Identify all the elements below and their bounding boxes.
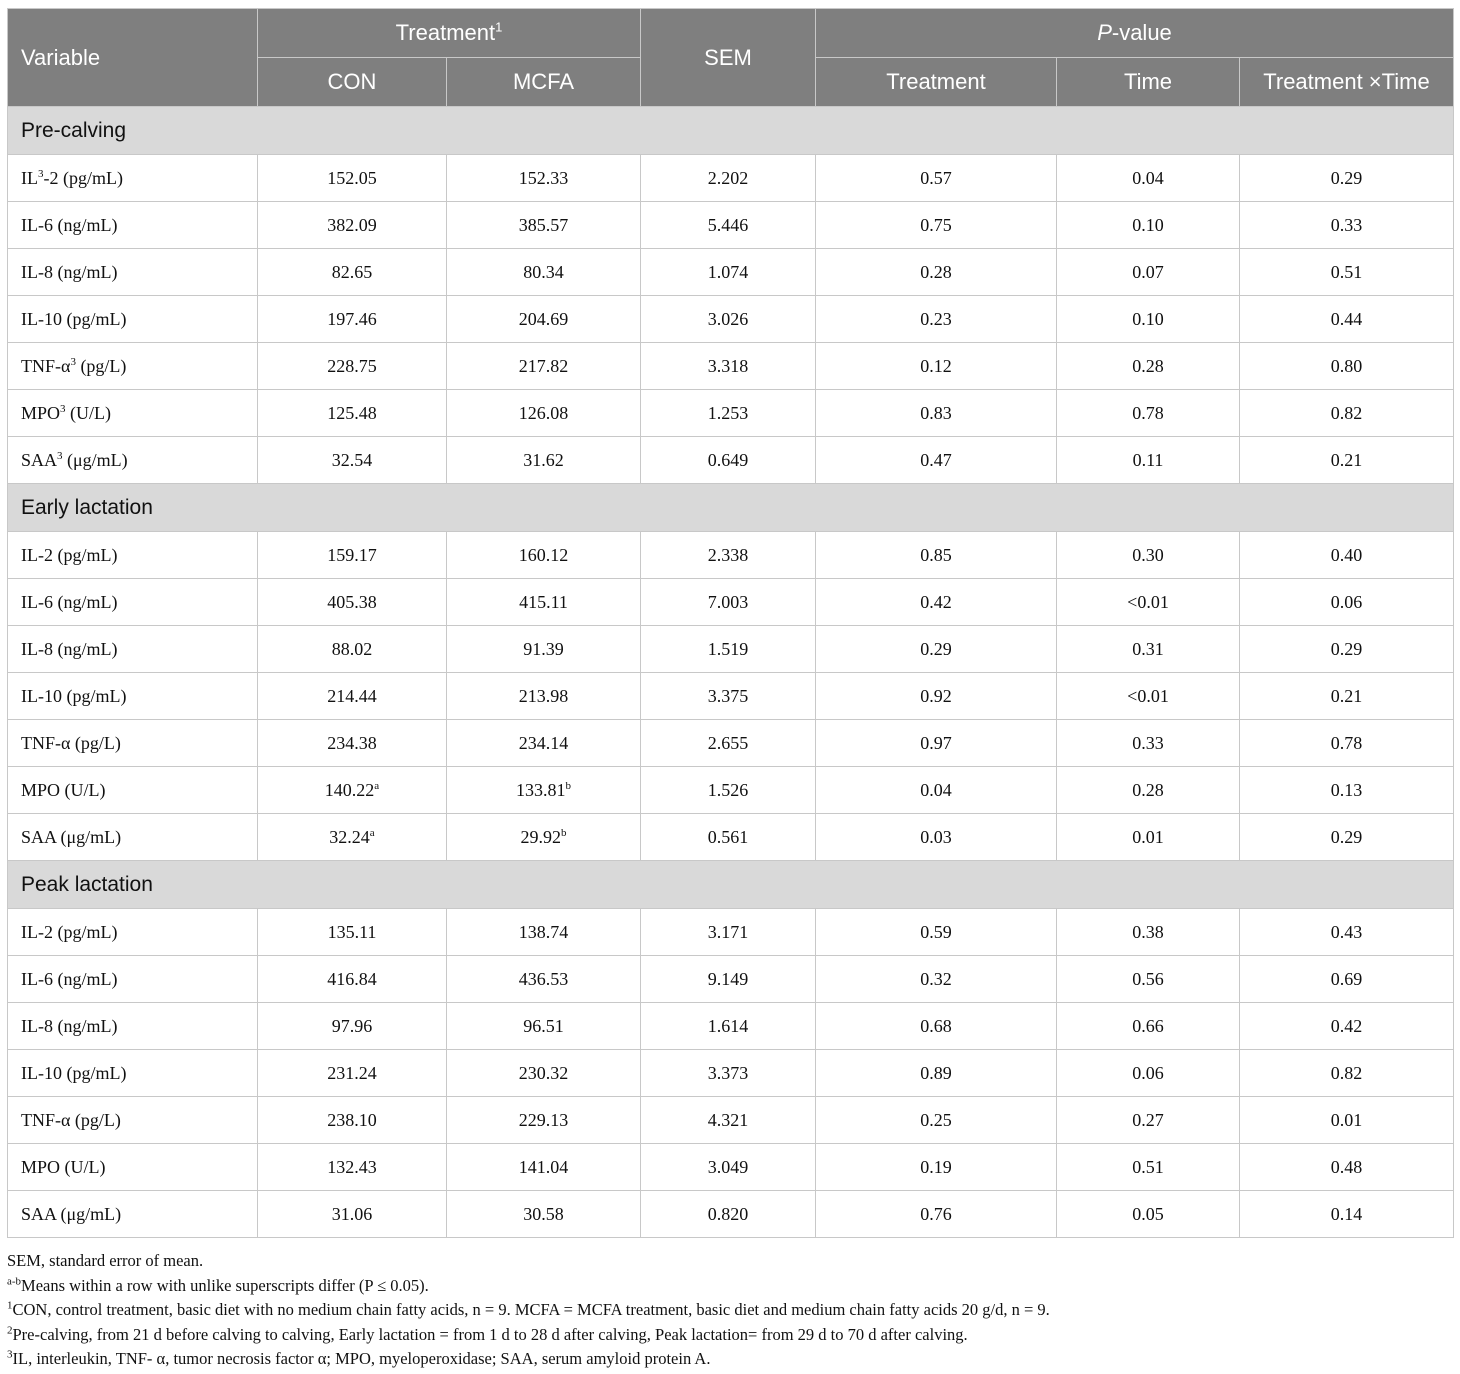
mcfa-cell bbox=[447, 956, 641, 1003]
con-cell bbox=[258, 202, 447, 249]
con-cell-value: 214.44 bbox=[327, 685, 377, 706]
variable-cell bbox=[8, 814, 258, 861]
variable-name: IL-6 (ng/mL) bbox=[21, 591, 118, 612]
variable-name: TNF-α (pg/L) bbox=[21, 732, 121, 753]
section-title: Early lactation bbox=[8, 484, 1454, 532]
p-time-cell: <0.01 bbox=[1057, 579, 1240, 626]
con-cell bbox=[258, 956, 447, 1003]
p-treatment-cell: 0.03 bbox=[816, 814, 1057, 861]
mcfa-cell-value: 126.08 bbox=[518, 402, 569, 423]
p-time-cell: 0.28 bbox=[1057, 767, 1240, 814]
con-cell bbox=[258, 1003, 447, 1050]
p-treatment-cell: 0.04 bbox=[816, 767, 1057, 814]
variable-cell bbox=[8, 720, 258, 767]
header-pvalue-italic: P bbox=[1097, 20, 1112, 45]
mcfa-cell bbox=[447, 1097, 641, 1144]
variable-sup: 3 bbox=[38, 167, 44, 180]
con-cell-value: 135.11 bbox=[327, 921, 377, 942]
p-time-cell: 0.04 bbox=[1057, 155, 1240, 202]
mcfa-cell bbox=[447, 579, 641, 626]
header-sem: SEM bbox=[641, 9, 816, 107]
variable-name: IL-6 (ng/mL) bbox=[21, 214, 118, 235]
sem-cell: 1.526 bbox=[641, 767, 816, 814]
con-cell bbox=[258, 626, 447, 673]
p-time-cell: 0.11 bbox=[1057, 437, 1240, 484]
variable-cell bbox=[8, 1191, 258, 1238]
sem-cell: 1.253 bbox=[641, 390, 816, 437]
p-time-cell: 0.66 bbox=[1057, 1003, 1240, 1050]
header-con: CON bbox=[258, 58, 447, 107]
sem-cell: 3.026 bbox=[641, 296, 816, 343]
con-cell-value: 405.38 bbox=[327, 591, 377, 612]
p-interaction-cell: 0.43 bbox=[1240, 909, 1454, 956]
con-cell-value: 159.17 bbox=[327, 544, 377, 565]
variable-sup: 3 bbox=[70, 355, 76, 368]
variable-cell bbox=[8, 626, 258, 673]
section-row bbox=[8, 107, 1454, 155]
table-row bbox=[8, 814, 1454, 861]
variable-cell bbox=[8, 579, 258, 626]
variable-name: TNF-α (pg/L) bbox=[21, 1109, 121, 1130]
mcfa-cell bbox=[447, 532, 641, 579]
sem-cell: 2.338 bbox=[641, 532, 816, 579]
variable-name: SAA (μg/mL) bbox=[21, 1203, 122, 1224]
p-time-cell: 0.28 bbox=[1057, 343, 1240, 390]
variable-name: IL-6 (ng/mL) bbox=[21, 968, 118, 989]
con-cell-value: 238.10 bbox=[327, 1109, 377, 1130]
p-time-cell: 0.10 bbox=[1057, 202, 1240, 249]
p-treatment-cell: 0.29 bbox=[816, 626, 1057, 673]
mcfa-cell bbox=[447, 155, 641, 202]
con-cell-value: 32.54 bbox=[331, 449, 373, 470]
p-treatment-cell: 0.12 bbox=[816, 343, 1057, 390]
p-interaction-cell: 0.21 bbox=[1240, 437, 1454, 484]
table-row bbox=[8, 155, 1454, 202]
variable-unit: (pg/L) bbox=[75, 355, 127, 376]
p-interaction-cell: 0.14 bbox=[1240, 1191, 1454, 1238]
footnote bbox=[7, 1249, 1453, 1274]
table-row bbox=[8, 1144, 1454, 1191]
variable-cell bbox=[8, 343, 258, 390]
p-interaction-cell: 0.44 bbox=[1240, 296, 1454, 343]
variable-unit: -2 (pg/mL) bbox=[43, 167, 123, 188]
table-row bbox=[8, 1097, 1454, 1144]
variable-cell bbox=[8, 296, 258, 343]
p-interaction-cell: 0.21 bbox=[1240, 673, 1454, 720]
sem-cell: 9.149 bbox=[641, 956, 816, 1003]
con-cell-value: 228.75 bbox=[327, 355, 377, 376]
sem-cell: 2.202 bbox=[641, 155, 816, 202]
mcfa-cell bbox=[447, 673, 641, 720]
con-cell bbox=[258, 532, 447, 579]
p-interaction-cell: 0.48 bbox=[1240, 1144, 1454, 1191]
variable-name: MPO bbox=[21, 402, 61, 423]
con-cell-value: 32.24 bbox=[329, 826, 370, 847]
p-treatment-cell: 0.68 bbox=[816, 1003, 1057, 1050]
section-row bbox=[8, 484, 1454, 532]
mcfa-cell-value: 204.69 bbox=[518, 308, 569, 329]
sem-cell: 3.318 bbox=[641, 343, 816, 390]
table-row bbox=[8, 296, 1454, 343]
con-cell bbox=[258, 1050, 447, 1097]
p-time-cell: 0.07 bbox=[1057, 249, 1240, 296]
variable-cell bbox=[8, 1003, 258, 1050]
variable-sup: 3 bbox=[57, 449, 63, 462]
sem-cell: 3.049 bbox=[641, 1144, 816, 1191]
sem-cell: 1.074 bbox=[641, 249, 816, 296]
p-time-cell: 0.06 bbox=[1057, 1050, 1240, 1097]
p-time-cell: <0.01 bbox=[1057, 673, 1240, 720]
mcfa-cell bbox=[447, 767, 641, 814]
mcfa-cell bbox=[447, 296, 641, 343]
p-time-cell: 0.38 bbox=[1057, 909, 1240, 956]
table-row bbox=[8, 1191, 1454, 1238]
variable-unit: (U/L) bbox=[65, 402, 111, 423]
con-cell bbox=[258, 720, 447, 767]
con-cell bbox=[258, 296, 447, 343]
p-interaction-cell: 0.69 bbox=[1240, 956, 1454, 1003]
table-row bbox=[8, 202, 1454, 249]
mcfa-cell bbox=[447, 1144, 641, 1191]
mcfa-cell-value: 141.04 bbox=[518, 1156, 569, 1177]
p-treatment-cell: 0.32 bbox=[816, 956, 1057, 1003]
header-treatment bbox=[258, 9, 641, 58]
sem-cell: 1.519 bbox=[641, 626, 816, 673]
table-row bbox=[8, 437, 1454, 484]
footnote-marker: 1 bbox=[7, 1299, 13, 1312]
variable-name: MPO (U/L) bbox=[21, 779, 106, 800]
p-treatment-cell: 0.97 bbox=[816, 720, 1057, 767]
p-treatment-cell: 0.89 bbox=[816, 1050, 1057, 1097]
p-interaction-cell: 0.29 bbox=[1240, 814, 1454, 861]
con-cell-value: 152.05 bbox=[327, 167, 377, 188]
header-p-treatment: Treatment bbox=[816, 58, 1057, 107]
mcfa-cell-value: 217.82 bbox=[518, 355, 569, 376]
p-time-cell: 0.78 bbox=[1057, 390, 1240, 437]
con-cell-value: 88.02 bbox=[331, 638, 373, 659]
variable-cell bbox=[8, 437, 258, 484]
footnote-text: Means within a row with unlike superscripts differ (P ≤ 0.05). bbox=[21, 1275, 429, 1295]
header-pvalue bbox=[816, 9, 1454, 58]
table-row bbox=[8, 390, 1454, 437]
table-row bbox=[8, 579, 1454, 626]
table-row bbox=[8, 673, 1454, 720]
p-interaction-cell: 0.82 bbox=[1240, 1050, 1454, 1097]
p-interaction-cell: 0.82 bbox=[1240, 390, 1454, 437]
mcfa-cell-sup: b bbox=[565, 779, 571, 792]
mcfa-cell bbox=[447, 626, 641, 673]
variable-sup: 3 bbox=[60, 402, 66, 415]
p-treatment-cell: 0.85 bbox=[816, 532, 1057, 579]
variable-cell bbox=[8, 532, 258, 579]
mcfa-cell-value: 230.32 bbox=[518, 1062, 569, 1083]
variable-name: IL-8 (ng/mL) bbox=[21, 638, 118, 659]
con-cell-value: 31.06 bbox=[331, 1203, 373, 1224]
section-title: Peak lactation bbox=[8, 861, 1454, 909]
footnote-text: CON, control treatment, basic diet with no medium chain fatty acids, n = 9. MCFA = MCFA treatment, basic diet and medium chain fatty acids 20 g/d, n = 9. bbox=[12, 1300, 1050, 1319]
mcfa-cell-value: 138.74 bbox=[518, 921, 569, 942]
p-interaction-cell: 0.42 bbox=[1240, 1003, 1454, 1050]
con-cell-value: 140.22 bbox=[324, 779, 375, 800]
mcfa-cell-value: 160.12 bbox=[518, 544, 569, 565]
footnote-text: IL, interleukin, TNF- α, tumor necrosis factor α; MPO, myeloperoxidase; SAA, serum amyloid protein A. bbox=[12, 1349, 711, 1368]
p-treatment-cell: 0.59 bbox=[816, 909, 1057, 956]
mcfa-cell bbox=[447, 390, 641, 437]
section-row bbox=[8, 861, 1454, 909]
con-cell bbox=[258, 579, 447, 626]
mcfa-cell-value: 96.51 bbox=[523, 1015, 564, 1036]
p-treatment-cell: 0.47 bbox=[816, 437, 1057, 484]
p-treatment-cell: 0.23 bbox=[816, 296, 1057, 343]
con-cell-value: 97.96 bbox=[331, 1015, 373, 1036]
header-row-top bbox=[8, 9, 1454, 58]
sem-cell: 2.655 bbox=[641, 720, 816, 767]
variable-name: IL-10 (pg/mL) bbox=[21, 1062, 127, 1083]
variable-name: IL-8 (ng/mL) bbox=[21, 261, 118, 282]
footnote bbox=[7, 1274, 1453, 1299]
mcfa-cell bbox=[447, 202, 641, 249]
variable-cell bbox=[8, 673, 258, 720]
header-variable: Variable bbox=[8, 9, 258, 107]
variable-cell bbox=[8, 956, 258, 1003]
p-time-cell: 0.10 bbox=[1057, 296, 1240, 343]
mcfa-cell-value: 234.14 bbox=[518, 732, 569, 753]
variable-cell bbox=[8, 1144, 258, 1191]
header-mcfa: MCFA bbox=[447, 58, 641, 107]
sem-cell: 5.446 bbox=[641, 202, 816, 249]
variable-name: IL-10 (pg/mL) bbox=[21, 308, 127, 329]
table-row bbox=[8, 1003, 1454, 1050]
con-cell-value: 382.09 bbox=[327, 214, 377, 235]
mcfa-cell bbox=[447, 1050, 641, 1097]
footnote bbox=[7, 1298, 1453, 1323]
variable-name: IL-2 (pg/mL) bbox=[21, 544, 118, 565]
variable-name: SAA bbox=[21, 449, 58, 470]
p-interaction-cell: 0.06 bbox=[1240, 579, 1454, 626]
mcfa-cell bbox=[447, 437, 641, 484]
variable-cell bbox=[8, 249, 258, 296]
header-p-time: Time bbox=[1057, 58, 1240, 107]
table-row bbox=[8, 343, 1454, 390]
p-treatment-cell: 0.19 bbox=[816, 1144, 1057, 1191]
table-body bbox=[8, 107, 1454, 1238]
footnotes bbox=[7, 1249, 1453, 1372]
mcfa-cell-sup: b bbox=[561, 826, 567, 839]
con-cell-value: 125.48 bbox=[327, 402, 377, 423]
table-row bbox=[8, 767, 1454, 814]
mcfa-cell-value: 31.62 bbox=[523, 449, 564, 470]
mcfa-cell bbox=[447, 720, 641, 767]
footnote-text: SEM, standard error of mean. bbox=[7, 1251, 204, 1270]
data-table bbox=[7, 8, 1454, 1238]
p-time-cell: 0.33 bbox=[1057, 720, 1240, 767]
variable-unit: (μg/mL) bbox=[62, 449, 128, 470]
variable-name: IL bbox=[21, 167, 38, 188]
p-time-cell: 0.56 bbox=[1057, 956, 1240, 1003]
p-interaction-cell: 0.33 bbox=[1240, 202, 1454, 249]
footnote bbox=[7, 1323, 1453, 1348]
sem-cell: 7.003 bbox=[641, 579, 816, 626]
p-treatment-cell: 0.57 bbox=[816, 155, 1057, 202]
mcfa-cell-value: 415.11 bbox=[519, 591, 568, 612]
mcfa-cell-value: 385.57 bbox=[518, 214, 569, 235]
variable-name: IL-2 (pg/mL) bbox=[21, 921, 118, 942]
p-time-cell: 0.27 bbox=[1057, 1097, 1240, 1144]
p-interaction-cell: 0.13 bbox=[1240, 767, 1454, 814]
variable-cell bbox=[8, 155, 258, 202]
footnote-marker: 3 bbox=[7, 1348, 13, 1361]
p-time-cell: 0.05 bbox=[1057, 1191, 1240, 1238]
con-cell bbox=[258, 673, 447, 720]
header-p-interaction: Treatment ×Time bbox=[1240, 58, 1454, 107]
p-time-cell: 0.01 bbox=[1057, 814, 1240, 861]
footnote bbox=[7, 1347, 1453, 1372]
p-time-cell: 0.31 bbox=[1057, 626, 1240, 673]
con-cell bbox=[258, 249, 447, 296]
con-cell-sup: a bbox=[369, 826, 375, 839]
con-cell bbox=[258, 437, 447, 484]
con-cell-value: 234.38 bbox=[327, 732, 377, 753]
variable-cell bbox=[8, 390, 258, 437]
con-cell-value: 132.43 bbox=[327, 1156, 377, 1177]
con-cell-sup: a bbox=[374, 779, 380, 792]
variable-name: IL-8 (ng/mL) bbox=[21, 1015, 118, 1036]
mcfa-cell-value: 436.53 bbox=[518, 968, 569, 989]
con-cell bbox=[258, 1191, 447, 1238]
p-interaction-cell: 0.29 bbox=[1240, 626, 1454, 673]
con-cell bbox=[258, 767, 447, 814]
mcfa-cell-value: 133.81 bbox=[516, 779, 566, 800]
p-treatment-cell: 0.76 bbox=[816, 1191, 1057, 1238]
variable-name: SAA (μg/mL) bbox=[21, 826, 122, 847]
mcfa-cell bbox=[447, 249, 641, 296]
table-row bbox=[8, 909, 1454, 956]
p-treatment-cell: 0.28 bbox=[816, 249, 1057, 296]
p-treatment-cell: 0.75 bbox=[816, 202, 1057, 249]
mcfa-cell bbox=[447, 1191, 641, 1238]
mcfa-cell bbox=[447, 814, 641, 861]
variable-cell bbox=[8, 1097, 258, 1144]
mcfa-cell bbox=[447, 1003, 641, 1050]
p-interaction-cell: 0.40 bbox=[1240, 532, 1454, 579]
p-treatment-cell: 0.92 bbox=[816, 673, 1057, 720]
mcfa-cell-value: 29.92 bbox=[520, 826, 561, 847]
variable-name: TNF-α bbox=[21, 355, 71, 376]
mcfa-cell-value: 213.98 bbox=[518, 685, 569, 706]
sem-cell: 1.614 bbox=[641, 1003, 816, 1050]
p-treatment-cell: 0.83 bbox=[816, 390, 1057, 437]
table-row bbox=[8, 532, 1454, 579]
p-time-cell: 0.30 bbox=[1057, 532, 1240, 579]
con-cell bbox=[258, 343, 447, 390]
footnote-text: Pre-calving, from 21 d before calving to calving, Early lactation = from 1 d to 28 d after calving, Peak lactation= from 29 d to 70 d after calving. bbox=[12, 1324, 968, 1344]
mcfa-cell bbox=[447, 909, 641, 956]
header-treatment-sup: 1 bbox=[495, 19, 503, 35]
p-interaction-cell: 0.29 bbox=[1240, 155, 1454, 202]
p-interaction-cell: 0.78 bbox=[1240, 720, 1454, 767]
con-cell bbox=[258, 814, 447, 861]
p-interaction-cell: 0.80 bbox=[1240, 343, 1454, 390]
variable-cell bbox=[8, 202, 258, 249]
con-cell bbox=[258, 155, 447, 202]
footnote-marker: 2 bbox=[7, 1324, 13, 1336]
p-interaction-cell: 0.51 bbox=[1240, 249, 1454, 296]
mcfa-cell-value: 80.34 bbox=[523, 261, 564, 282]
variable-cell bbox=[8, 1050, 258, 1097]
mcfa-cell bbox=[447, 343, 641, 390]
p-time-cell: 0.51 bbox=[1057, 1144, 1240, 1191]
p-interaction-cell: 0.01 bbox=[1240, 1097, 1454, 1144]
table-row bbox=[8, 720, 1454, 767]
con-cell-value: 416.84 bbox=[327, 968, 377, 989]
con-cell-value: 82.65 bbox=[331, 261, 373, 282]
variable-cell bbox=[8, 909, 258, 956]
sem-cell: 3.375 bbox=[641, 673, 816, 720]
header-pvalue-rest: -value bbox=[1111, 20, 1172, 45]
table-row bbox=[8, 626, 1454, 673]
sem-cell: 0.820 bbox=[641, 1191, 816, 1238]
con-cell bbox=[258, 1144, 447, 1191]
sem-cell: 4.321 bbox=[641, 1097, 816, 1144]
variable-cell bbox=[8, 767, 258, 814]
section-title: Pre-calving bbox=[8, 107, 1454, 155]
variable-name: MPO (U/L) bbox=[21, 1156, 106, 1177]
table-row bbox=[8, 1050, 1454, 1097]
table-header bbox=[8, 9, 1454, 107]
table-row bbox=[8, 956, 1454, 1003]
sem-cell: 3.171 bbox=[641, 909, 816, 956]
con-cell bbox=[258, 909, 447, 956]
footnote-marker: a-b bbox=[7, 1275, 22, 1287]
p-treatment-cell: 0.42 bbox=[816, 579, 1057, 626]
table-row bbox=[8, 249, 1454, 296]
mcfa-cell-value: 152.33 bbox=[518, 167, 569, 188]
con-cell bbox=[258, 390, 447, 437]
sem-cell: 0.561 bbox=[641, 814, 816, 861]
mcfa-cell-value: 91.39 bbox=[523, 638, 564, 659]
sem-cell: 0.649 bbox=[641, 437, 816, 484]
variable-name: IL-10 (pg/mL) bbox=[21, 685, 127, 706]
mcfa-cell-value: 229.13 bbox=[518, 1109, 569, 1130]
mcfa-cell-value: 30.58 bbox=[523, 1203, 564, 1224]
con-cell bbox=[258, 1097, 447, 1144]
con-cell-value: 231.24 bbox=[327, 1062, 377, 1083]
p-treatment-cell: 0.25 bbox=[816, 1097, 1057, 1144]
header-treatment-label: Treatment bbox=[395, 20, 496, 45]
con-cell-value: 197.46 bbox=[327, 308, 377, 329]
sem-cell: 3.373 bbox=[641, 1050, 816, 1097]
